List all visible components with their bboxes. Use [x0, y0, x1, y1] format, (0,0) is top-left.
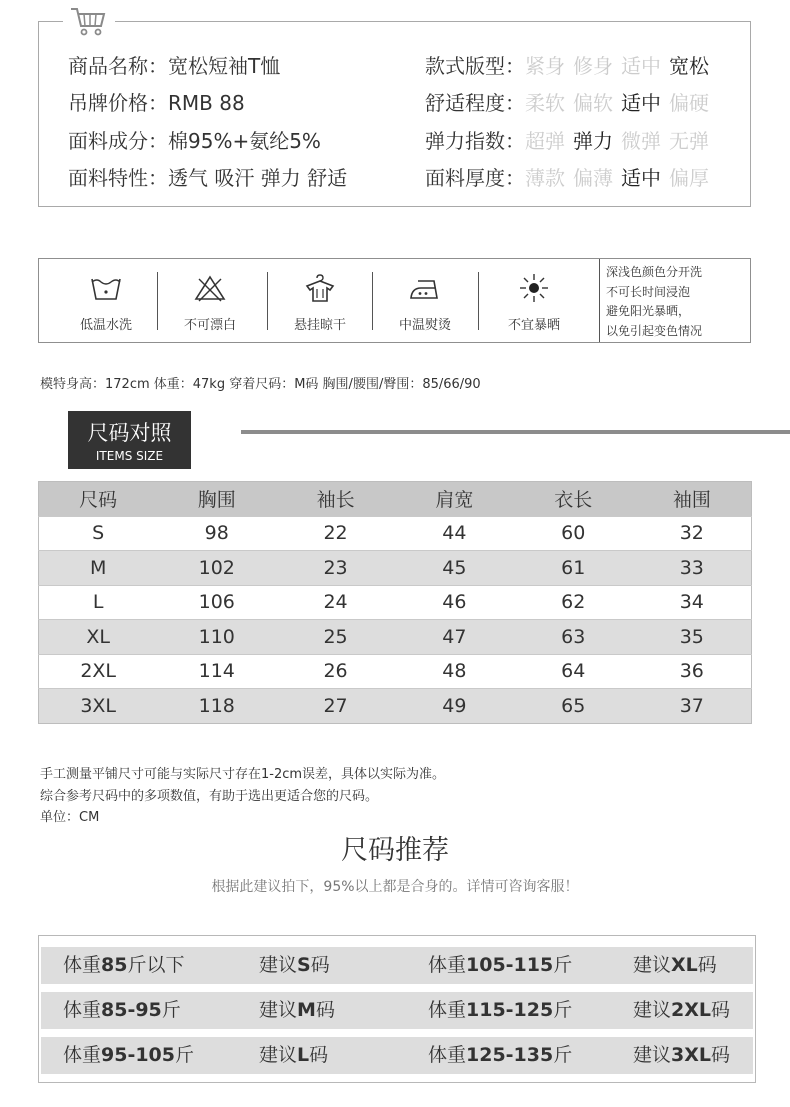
table-row	[39, 516, 752, 551]
header-cell: 尺码	[79, 489, 118, 512]
table-cell: 3XL	[39, 689, 158, 724]
elastic-option-none: 无弹	[669, 129, 709, 153]
weight-suffix: 斤	[553, 954, 573, 976]
measurement-notes	[40, 764, 445, 829]
weight-suffix: 斤	[161, 999, 181, 1021]
table-cell: 27	[276, 689, 395, 724]
size-chart-title: 尺码对照	[87, 421, 172, 445]
care-divider	[157, 272, 158, 330]
recommend-title: 尺码推荐	[341, 835, 449, 866]
weight-value: 105-115	[466, 954, 554, 976]
info-value: 棉95%+氨纶5%	[168, 129, 321, 153]
info-row-price	[68, 91, 245, 115]
table-cell: 33	[633, 551, 752, 586]
recommend-row	[41, 992, 753, 1029]
elastic-option-slight: 微弹	[621, 129, 661, 153]
weight-prefix: 体重	[428, 999, 467, 1021]
care-item-sun	[484, 259, 584, 342]
table-cell: 46	[395, 585, 514, 620]
suggest-suffix: 码	[315, 999, 335, 1021]
recommend-box	[38, 935, 756, 1083]
table-cell: 35	[633, 620, 752, 655]
care-label: 不宜暴晒	[507, 318, 560, 333]
cart-icon-wrap	[63, 4, 115, 40]
size-table-header	[39, 482, 752, 517]
info-key: 面料特性：	[68, 166, 168, 190]
info-key: 面料厚度：	[425, 166, 525, 190]
header-cell: 袖长	[316, 489, 355, 512]
table-cell: 49	[395, 689, 514, 724]
weight-cell	[428, 947, 572, 984]
suggest-suffix: 码	[711, 1044, 731, 1066]
table-cell: S	[39, 516, 158, 551]
suggest-size: M	[297, 999, 316, 1021]
model-info: 模特身高：172cm 体重：47kg 穿着尺码：M码 胸围/腰围/臀围：85/66/90	[40, 377, 481, 392]
weight-prefix: 体重	[428, 1044, 467, 1066]
table-cell: 63	[514, 620, 633, 655]
fit-option-tailored: 修身	[573, 54, 613, 78]
care-label: 低温水洗	[79, 318, 132, 333]
size-suggestion-cell	[633, 1037, 730, 1074]
table-cell: 44	[395, 516, 514, 551]
table-cell: L	[39, 585, 158, 620]
weight-prefix: 体重	[63, 999, 102, 1021]
table-cell: 62	[514, 585, 633, 620]
suggest-prefix: 建议	[259, 999, 298, 1021]
table-cell: 60	[514, 516, 633, 551]
weight-cell	[428, 1037, 572, 1074]
size-suggestion-cell	[259, 1037, 328, 1074]
suggest-prefix: 建议	[633, 1044, 672, 1066]
suggest-size: 2XL	[671, 999, 711, 1021]
info-key: 款式版型：	[425, 54, 525, 78]
table-cell: 61	[514, 551, 633, 586]
note-line: 手工测量平铺尺寸可能与实际尺寸存在1-2cm误差，具体以实际为准。	[40, 767, 446, 782]
table-cell: 34	[633, 585, 752, 620]
care-note-line: 不可长时间浸泡	[606, 284, 691, 299]
suggest-size: L	[297, 1044, 310, 1066]
info-row-comfort	[425, 91, 717, 115]
weight-prefix: 体重	[63, 954, 102, 976]
table-cell: 47	[395, 620, 514, 655]
size-suggestion-cell	[633, 947, 717, 984]
size-table	[38, 481, 752, 724]
suggest-suffix: 码	[697, 954, 717, 976]
info-value: 透气 吸汗 弹力 舒适	[168, 166, 348, 190]
care-item-iron	[375, 259, 475, 342]
table-cell: 26	[276, 654, 395, 689]
size-suggestion-cell	[633, 992, 730, 1029]
care-label: 悬挂晾干	[293, 318, 346, 333]
header-cell: 袖围	[672, 489, 711, 512]
header-cell: 肩宽	[435, 489, 474, 512]
care-divider	[599, 259, 600, 342]
note-line: 单位：CM	[40, 810, 100, 825]
hang-dry-icon	[303, 273, 337, 303]
care-note	[606, 263, 746, 341]
header-cell: 衣长	[554, 489, 593, 512]
care-divider	[267, 272, 268, 330]
comfort-option-medium: 适中	[621, 91, 661, 115]
table-cell: 98	[157, 516, 276, 551]
weight-suffix: 斤	[553, 1044, 573, 1066]
weight-prefix: 体重	[63, 1044, 102, 1066]
table-cell: 65	[514, 689, 633, 724]
table-cell: 102	[157, 551, 276, 586]
care-note-line: 深浅色颜色分开洗	[606, 265, 703, 279]
suggest-size: XL	[671, 954, 698, 976]
care-label: 不可漂白	[183, 318, 236, 333]
weight-value: 125-135	[466, 1044, 554, 1066]
suggest-size: 3XL	[671, 1044, 711, 1066]
care-note-line: 以免引起变色情况	[606, 323, 703, 338]
info-row-thickness	[425, 166, 717, 190]
table-row	[39, 585, 752, 620]
suggest-size: S	[297, 954, 311, 976]
table-cell: 64	[514, 654, 633, 689]
header-cell: 胸围	[197, 489, 236, 512]
weight-value: 115-125	[466, 999, 554, 1021]
product-info-box	[38, 21, 751, 207]
size-suggestion-cell	[259, 992, 335, 1029]
care-divider	[478, 272, 479, 330]
recommend-row	[41, 1037, 753, 1074]
weight-cell	[63, 992, 181, 1029]
suggest-suffix: 码	[309, 1044, 329, 1066]
size-chart-title-rule	[241, 430, 790, 434]
care-label: 中温熨烫	[398, 318, 451, 333]
table-cell: 110	[157, 620, 276, 655]
table-row	[39, 654, 752, 689]
care-item-dry	[270, 259, 370, 342]
weight-suffix: 斤	[553, 999, 573, 1021]
recommend-subtitle: 根据此建议拍下，95%以上都是合身的。详情可咨询客服！	[211, 879, 579, 895]
weight-value: 95-105	[101, 1044, 176, 1066]
table-cell: 45	[395, 551, 514, 586]
low-temp-wash-icon	[89, 273, 123, 303]
thickness-option-thinnish: 偏薄	[573, 166, 613, 190]
info-key: 吊牌价格：	[68, 91, 168, 115]
table-row	[39, 551, 752, 586]
table-cell: 36	[633, 654, 752, 689]
size-chart-title-box	[68, 411, 191, 469]
info-row-name	[68, 54, 280, 78]
elastic-option-elastic: 弹力	[573, 129, 613, 153]
table-cell: 25	[276, 620, 395, 655]
suggest-prefix: 建议	[633, 954, 672, 976]
note-line: 综合参考尺码中的多项数值，有助于选出更适合您的尺码。	[40, 788, 379, 804]
care-item-bleach	[160, 259, 260, 342]
info-value: RMB 88	[168, 91, 245, 115]
weight-cell	[63, 947, 184, 984]
info-value: 宽松短袖T恤	[168, 54, 281, 78]
info-key: 面料成分：	[68, 129, 168, 153]
no-sun-icon	[517, 273, 551, 303]
elastic-option-super: 超弹	[525, 129, 565, 153]
weight-suffix: 斤以下	[127, 954, 185, 976]
comfort-option-softish: 偏软	[573, 91, 613, 115]
info-key: 弹力指数：	[425, 129, 525, 153]
suggest-suffix: 码	[711, 999, 731, 1021]
table-cell: 106	[157, 585, 276, 620]
fit-option-loose: 宽松	[669, 54, 709, 78]
comfort-option-hard: 偏硬	[669, 91, 709, 115]
weight-suffix: 斤	[175, 1044, 195, 1066]
medium-iron-icon	[408, 273, 442, 303]
weight-prefix: 体重	[428, 954, 467, 976]
table-cell: XL	[39, 620, 158, 655]
weight-cell	[63, 1037, 194, 1074]
table-cell: 24	[276, 585, 395, 620]
info-row-features	[68, 166, 347, 190]
table-cell: 114	[157, 654, 276, 689]
care-instructions-box	[38, 258, 751, 343]
suggest-prefix: 建议	[633, 999, 672, 1021]
suggest-prefix: 建议	[259, 954, 298, 976]
weight-value: 85-95	[101, 999, 162, 1021]
weight-value: 85	[101, 954, 128, 976]
info-key: 商品名称：	[68, 54, 168, 78]
table-cell: 37	[633, 689, 752, 724]
suggest-suffix: 码	[310, 954, 330, 976]
table-cell: 48	[395, 654, 514, 689]
table-row	[39, 620, 752, 655]
info-row-material	[68, 129, 321, 153]
thickness-option-medium: 适中	[621, 166, 661, 190]
recommend-row	[41, 947, 753, 984]
no-bleach-icon	[193, 273, 227, 303]
table-cell: M	[39, 551, 158, 586]
care-note-line: 避免阳光暴晒，	[606, 304, 691, 318]
thickness-option-thick: 偏厚	[669, 166, 709, 190]
table-cell: 23	[276, 551, 395, 586]
table-cell: 32	[633, 516, 752, 551]
fit-option-regular: 适中	[621, 54, 661, 78]
care-divider	[372, 272, 373, 330]
table-cell: 22	[276, 516, 395, 551]
thickness-option-thin: 薄款	[525, 166, 565, 190]
table-cell: 118	[157, 689, 276, 724]
care-item-wash	[56, 259, 156, 342]
suggest-prefix: 建议	[259, 1044, 298, 1066]
comfort-option-soft: 柔软	[525, 91, 565, 115]
table-cell: 2XL	[39, 654, 158, 689]
table-row	[39, 689, 752, 724]
size-chart-subtitle: ITEMS SIZE	[95, 449, 164, 463]
shopping-cart-icon	[69, 6, 109, 38]
fit-option-slim: 紧身	[525, 54, 565, 78]
info-key: 舒适程度：	[425, 91, 525, 115]
size-suggestion-cell	[259, 947, 330, 984]
weight-cell	[428, 992, 572, 1029]
info-row-elasticity	[425, 129, 717, 153]
info-row-fit	[425, 54, 717, 78]
